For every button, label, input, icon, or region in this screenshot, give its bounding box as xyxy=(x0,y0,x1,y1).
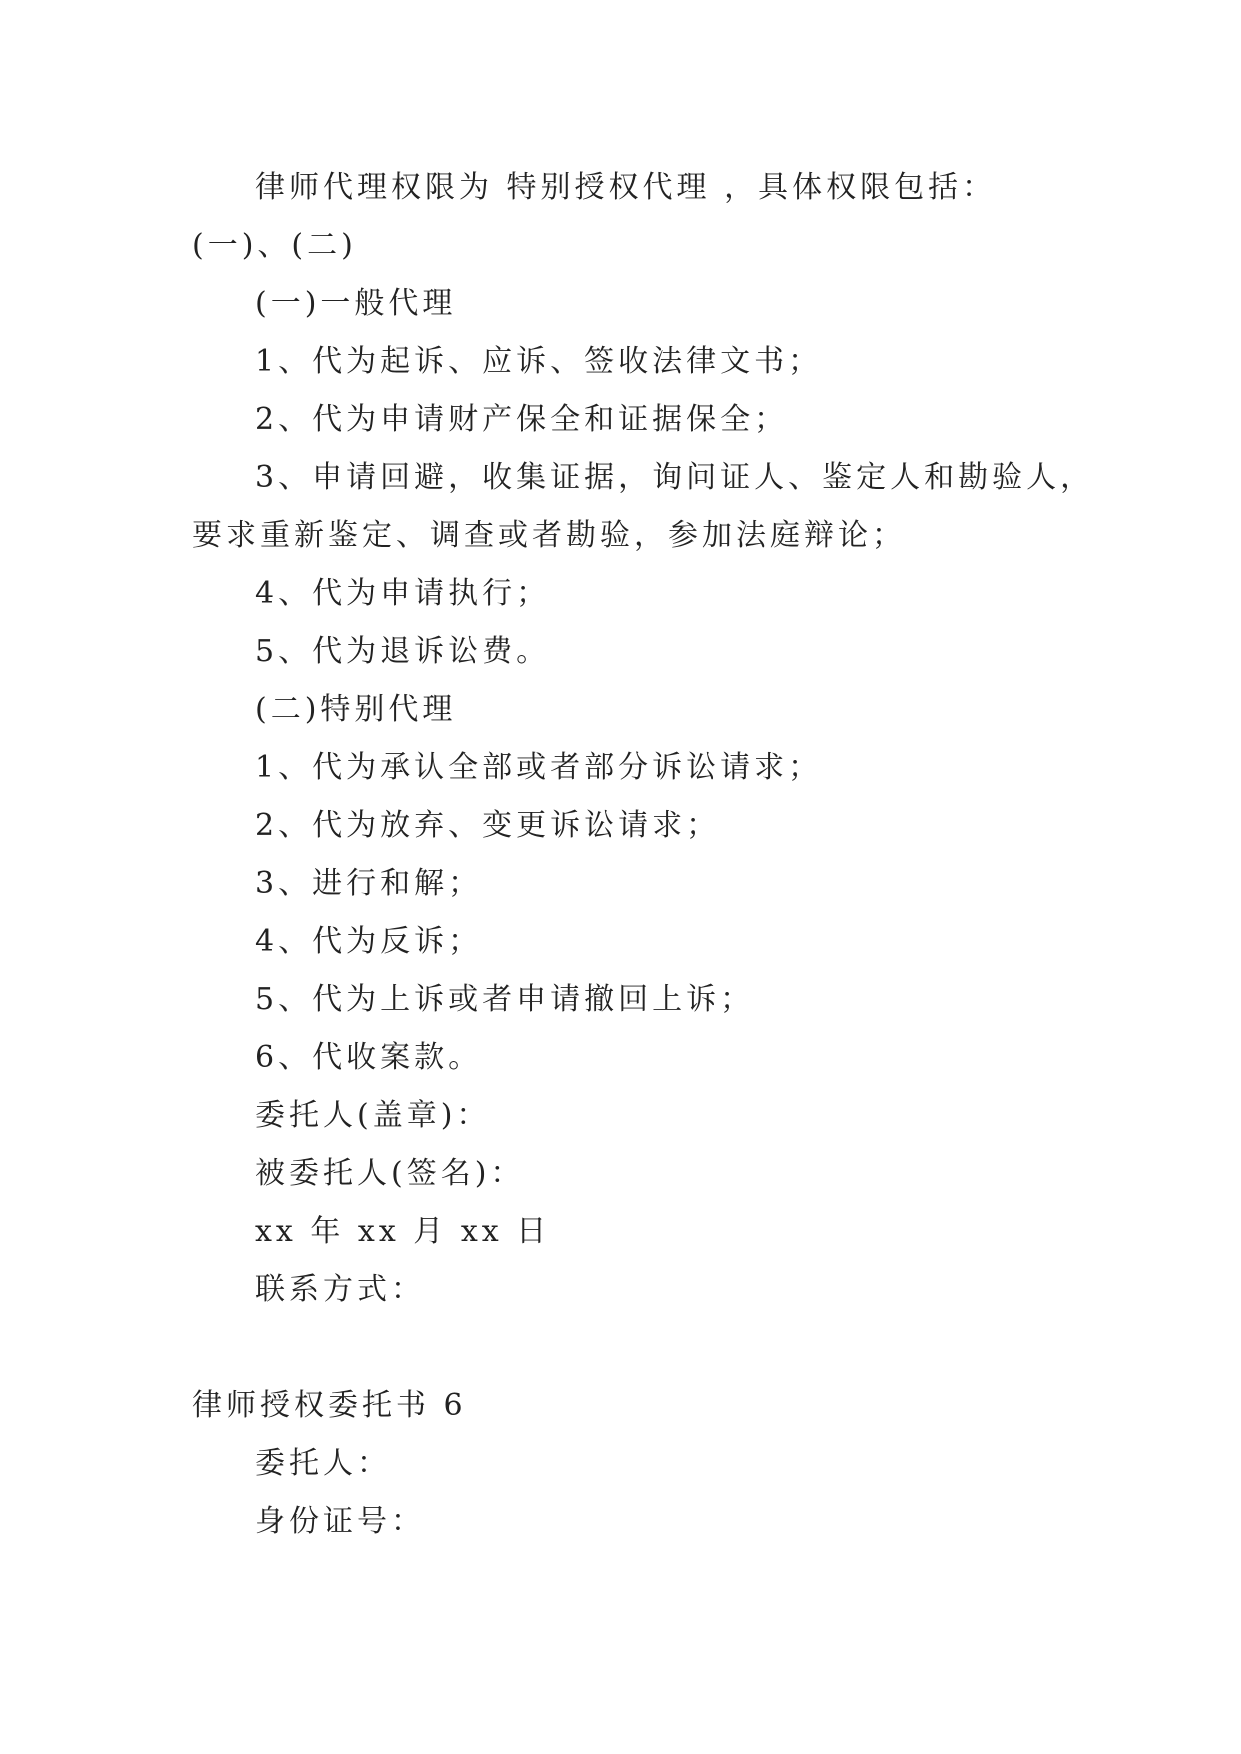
agent-signature-field: 被委托人(签名)： xyxy=(255,1156,525,1191)
section-heading-general: (一)一般代理 xyxy=(255,286,457,321)
general-item-3: 3、申请回避，收集证据，询问证人、鉴定人和勘验人， xyxy=(255,460,1095,495)
general-item-1: 1、代为起诉、应诉、签收法律文书； xyxy=(255,344,823,379)
principal-seal-field: 委托人(盖章)： xyxy=(255,1098,491,1133)
special-item-1: 1、代为承认全部或者部分诉讼请求； xyxy=(255,750,823,785)
id-number-field: 身份证号： xyxy=(255,1504,425,1539)
special-item-5: 5、代为上诉或者申请撤回上诉； xyxy=(255,982,755,1017)
authority-scope-line: 律师代理权限为 特别授权代理 ，具体权限包括： xyxy=(255,170,997,205)
general-item-3-continuation: 要求重新鉴定、调查或者勘验，参加法庭辩论； xyxy=(192,518,906,553)
special-item-2: 2、代为放弃、变更诉讼请求； xyxy=(255,808,721,843)
special-item-3: 3、进行和解； xyxy=(255,866,483,901)
contact-field: 联系方式： xyxy=(255,1272,425,1307)
document-title: 律师授权委托书 6 xyxy=(192,1388,467,1423)
date-field: xx 年 xx 月 xx 日 xyxy=(255,1214,551,1249)
authority-scope-continuation: (一)、(二) xyxy=(192,228,357,263)
special-item-4: 4、代为反诉； xyxy=(255,924,483,959)
principal-field: 委托人： xyxy=(255,1446,391,1481)
general-item-5: 5、代为退诉讼费。 xyxy=(255,634,551,669)
general-item-4: 4、代为申请执行； xyxy=(255,576,551,611)
special-item-6: 6、代收案款。 xyxy=(255,1040,483,1075)
section-heading-special: (二)特别代理 xyxy=(255,692,457,727)
general-item-2: 2、代为申请财产保全和证据保全； xyxy=(255,402,789,437)
